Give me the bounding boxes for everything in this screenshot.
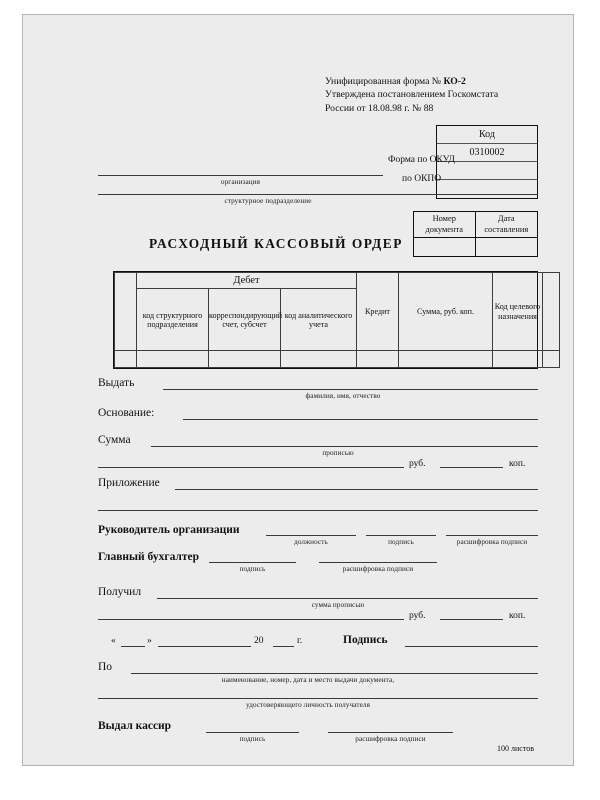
date-year-line[interactable] [273,646,294,647]
table-header-blank-left [115,273,137,351]
table-cell-blank-left[interactable] [115,351,137,368]
subdivision-input-line[interactable] [98,194,538,195]
document-date-value[interactable] [476,238,538,256]
poluchil-caption: сумма прописью [311,601,365,609]
page-title: РАСХОДНЫЙ КАССОВЫЙ ОРДЕР [149,236,403,251]
table-cell-korrespondiruyushchiy-schet[interactable] [209,351,281,368]
date-year-prefix: 20 [254,636,264,646]
table-cell-kod-analiticheskogo-ucheta[interactable] [281,351,357,368]
table-header-summa: Сумма, руб. коп. [399,273,493,351]
subdivision-caption: структурное подразделение [224,197,312,205]
kod-box-extra-value[interactable] [437,180,537,198]
summa-label: Сумма [98,434,131,446]
form-page [22,14,574,766]
table-header-blank-right [543,273,560,351]
po-label: По [98,661,113,673]
cashier-decode-line[interactable] [328,732,453,733]
poluchil-label: Получил [98,586,142,598]
head-position-caption: должность [294,538,328,546]
prilozhenie-label: Приложение [98,477,160,489]
po-caption: наименование, номер, дата и место выдачи документа, [221,676,395,684]
form-identification-header [325,75,560,115]
osnovanie-label: Основание: [98,407,155,419]
poluchil-kop-label: коп. [509,611,526,621]
cashier-signature-line[interactable] [206,732,299,733]
table-header-kod-analiticheskogo-ucheta: код аналитического учета [281,289,357,351]
head-signature-caption: подпись [388,538,414,546]
po-continuation-line[interactable] [98,698,538,699]
poluchil-kopeyki-line[interactable] [440,619,503,620]
head-of-organization-label: Руководитель организации [98,524,240,536]
table-cell-summa[interactable] [399,351,493,368]
form-number-line [325,75,560,88]
table-cell-kod-celevogo-naznacheniya[interactable] [493,351,543,368]
head-position-line[interactable] [266,535,356,536]
form-approval-line2: России от 18.08.98 г. № 88 [325,102,434,114]
poluchil-input-line[interactable] [157,598,538,599]
document-date-header: Дата составления [484,214,529,234]
vydat-caption: фамилия, имя, отчество [305,392,381,400]
po-okpo-label: по ОКПО [402,174,442,184]
kop-label: коп. [509,459,526,469]
summa-input-line[interactable] [151,446,538,447]
podpis-input-line[interactable] [405,646,538,647]
accountant-signature-caption: подпись [239,565,266,573]
table-header-kod-strukturnogo-podrazdeleniya: код структурного подразделения [137,289,209,351]
table-cell-kod-strukturnogo-podrazdeleniya[interactable] [137,351,209,368]
table-cell-blank-right[interactable] [543,351,560,368]
poluchil-continuation-line[interactable] [98,619,404,620]
forma-po-okud-label: Форма по ОКУД [388,155,455,165]
document-number-header: Номер документа [414,212,476,237]
form-number-prefix: Унифицированная форма № [325,76,444,87]
form-number-value: КО-2 [443,76,466,87]
table-header-kod-celevogo-naznacheniya: Код целевого назначения [493,273,543,351]
summa-continuation-line[interactable] [98,467,404,468]
document-number-value[interactable] [414,238,476,256]
table-group-header-row [115,273,560,289]
accounting-table [113,271,541,369]
accountant-signature-line[interactable] [209,562,296,563]
form-approval-line1: Утверждена постановлением Госкомстата [325,89,499,101]
po-input-line[interactable] [131,673,538,674]
date-day-line[interactable] [121,646,145,647]
head-decode-line[interactable] [446,535,538,536]
osnovanie-input-line[interactable] [183,419,538,420]
cashier-signature-caption: подпись [239,735,266,743]
kod-box-okud-value[interactable]: 0310002 [437,144,537,162]
organization-input-line[interactable] [98,175,383,176]
chief-accountant-label: Главный бухгалтер [98,551,200,563]
prilozhenie-continuation-line[interactable] [98,510,538,511]
head-signature-line[interactable] [366,535,436,536]
kod-box-header: Код [437,126,537,144]
accountant-decode-caption: расшифровка подписи [342,565,414,573]
prilozhenie-input-line[interactable] [175,489,538,490]
poluchil-rub-label: руб. [409,611,426,621]
podpis-label: Подпись [343,634,388,646]
table-row [115,351,560,368]
table-group-header-debet: Дебет [137,273,357,289]
table-header-kredit: Кредит [357,273,399,351]
cashier-decode-caption: расшифровка подписи [355,735,426,743]
summa-caption: прописью [322,449,354,457]
date-month-line[interactable] [158,646,251,647]
accountant-decode-line[interactable] [319,562,437,563]
po-caption-secondary: удостоверяющего личность получателя [245,701,371,709]
head-decode-caption: расшифровка подписи [456,538,528,546]
vydat-label: Выдать [98,377,135,389]
vydat-input-line[interactable] [163,389,538,390]
rub-label: руб. [409,459,426,469]
date-quote-close: » [147,636,152,646]
date-quote-open: « [111,636,116,646]
sheets-note: 100 листов [497,744,534,753]
date-year-suffix: г. [297,636,303,646]
document-number-box [413,211,538,257]
table-header-korrespondiruyushchiy-schet: корреспондирующий счет, субсчет [209,289,281,351]
organization-caption: организация [220,178,261,186]
table-cell-kredit[interactable] [357,351,399,368]
cashier-label: Выдал кассир [98,720,172,732]
kopeyki-input-line[interactable] [440,467,503,468]
